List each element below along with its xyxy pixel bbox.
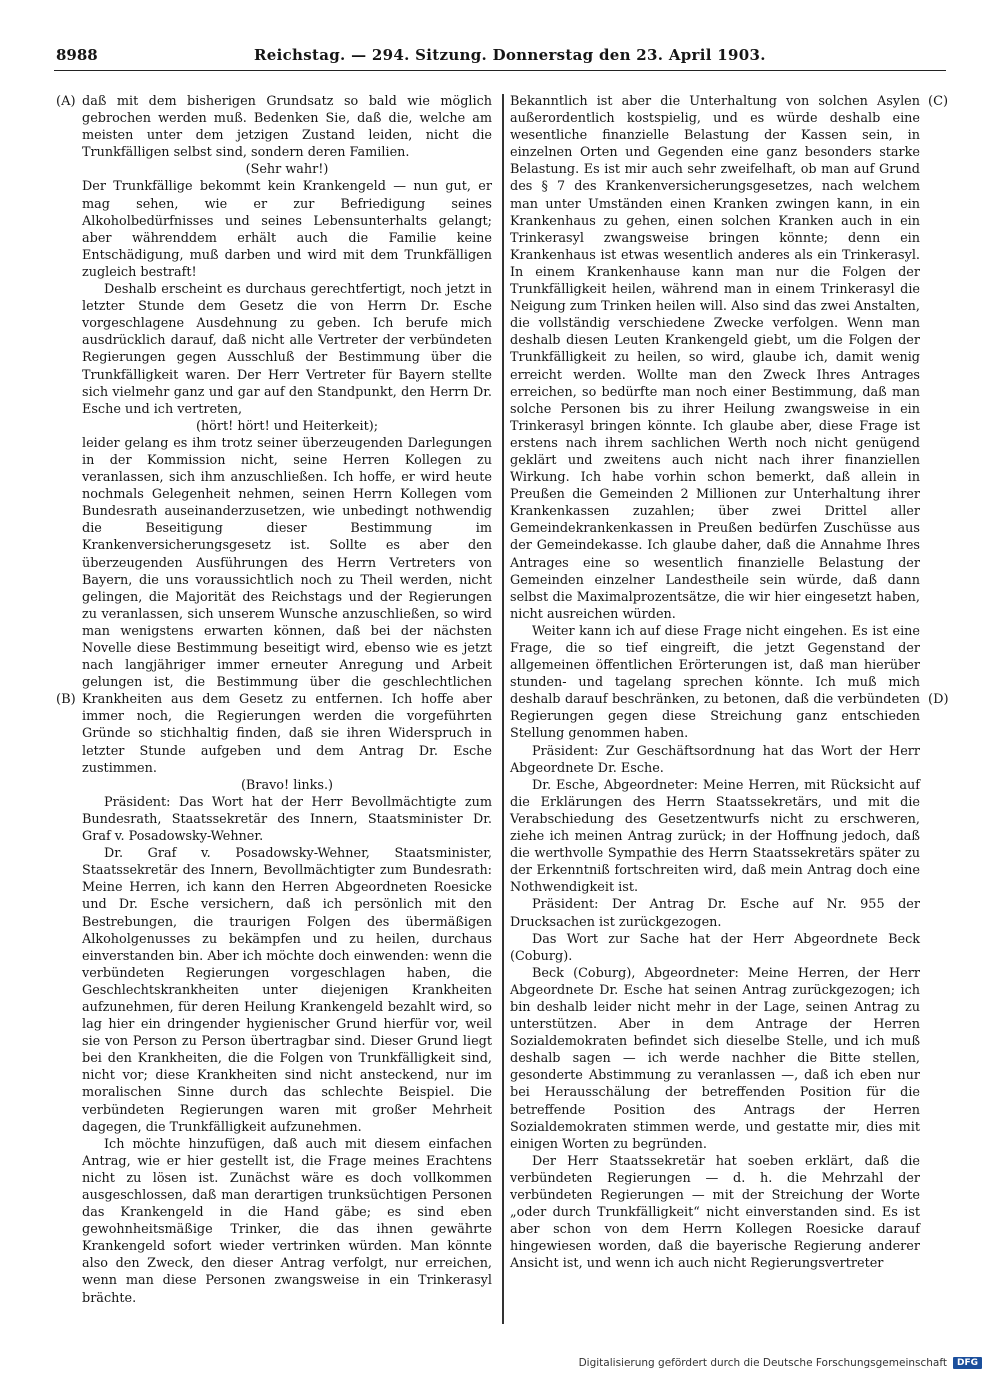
paragraph: daß mit dem bisherigen Grundsatz so bald wie möglich gebrochen werden muß. Bedenken Sie, daß die, welche am meisten unter dem jetzigen Zustand leiden, nicht die Trunkfälligen selbst sind, sondern deren Familien. [82, 94, 492, 161]
interjection: (Bravo! links.) [240, 777, 334, 793]
page-number: 8988 [56, 46, 98, 64]
paragraph: Ich möchte hinzufügen, daß auch mit diesem einfachen Antrag, wie er hier gestellt ist, die Frage meines Erachtens nicht zu lösen ist. Zunächst wäre es doch vollkommen ausgeschlossen, daß man derartigen trunksüchtigen Personen das Krankengeld in die Hand gäbe; es sind eben gewohnheitsmäßige Trinker, die das ihnen gewährte Krankengeld sofort wieder vertrinken würden. Man könnte also den Zweck, den dieser Antrag verfolgt, nur erreichen, wenn man diese Personen zwangsweise in ein Trinkerasyl brächte. [82, 1136, 492, 1306]
interjection: (Sehr wahr!) [245, 162, 329, 178]
margin-mark-d: (D) [928, 692, 949, 707]
paragraph: Bekanntlich ist aber die Unterhaltung von solchen Asylen außerordentlich kostspielig, und es würde deshalb eine wesentliche finanzielle Belastung der Kassen sein, in einzelnen Orten und Gegenden eine ganz besonders starke Belastung. Es ist mir auch sehr zweifelhaft, ob man auf Grund des § 7 des Krankenversicherungsgesetzes, nach welchem man unter Umständen einen Kranken zwingen kann, in ein Krankenhaus zu gehen, einen solchen Kranken auch in ein Trinkerasyl zwangsweise bringen könnte; denn ein Krankenhaus ist etwas wesentlich anderes als ein Trinkerasyl. In einem Krankenhause kann man nur die Folgen der Trunkfälligkeit heilen, während man in einem Trinkerasyl die Neigung zum Trinken heilen will. Also sind das zwei Anstalten, die vollständig verschiedene Zwecke verfolgen. Wenn man deshalb diesen Leuten Krankengeld giebt, um die Folgen der Trunkfälligkeit zu heilen, so wird, glaube ich, damit wenig erreicht werden. Wollte man den Zweck Ihres Antrages erreichen, so bedürfte man noch einer Bestimmung, daß man solche Personen bis zu ihrer Heilung zwangsweise in ein Trinkerasyl bringen könnte. Ich glaube aber, diese Frage ist erstens nach ihrem sachlichen Werth noch nicht genügend geklärt und zweitens auch nicht nach ihrer finanziellen Wirkung. Ich habe vorhin schon bemerkt, daß allein in Preußen die Gemeinden 2 Millionen zur Unterhaltung ihrer Krankenkassen zuzahlen; über zwei Drittel aller Gemeindekrankenkassen in Preußen bedürfen Zuschüsse aus der Gemeindekasse. Ich glaube daher, daß die Annahme Ihres Antrages eine so wesentlich finanzielle Belastung der Gemeinden einzelner Landestheile sein würde, daß dann selbst die Maximalprozentsätze, die wir hier eingesetzt haben, nicht ausreichen würden. [510, 94, 920, 622]
credit-text: Digitalisierung gefördert durch die Deutsche Forschungsgemeinschaft [578, 1357, 947, 1369]
dfg-logo-icon: DFG [953, 1357, 982, 1369]
paragraph: Deshalb erscheint es durchaus gerechtfertigt, noch jetzt in letzter Stunde dem Gesetz die von Herrn Dr. Esche vorgeschlagene Ausdehnung zu geben. Ich berufe mich ausdrücklich darauf, daß nicht alle Vertreter der verbündeten Regierungen gegen Ausschluß der Bestimmung über die Trunkfälligkeit waren. Der Herr Vertreter für Bayern stellte sich vielmehr ganz und gar auf den Standpunkt, den Herrn Dr. Esche und ich vertreten, [82, 282, 492, 417]
speaker-paragraph: Präsident: Das Wort hat der Herr Bevollmächtigte zum Bundesrath, Staatssekretär des Innern, Staatsminister Dr. Graf v. Posadowsky-Wehner. [82, 794, 492, 845]
left-column [82, 93, 492, 1307]
speaker-paragraph: Dr. Esche, Abgeordneter: Meine Herren, mit Rücksicht auf die Erklärungen des Herrn Staatssekretärs, und mit die Verabschiedung des Gesetzentwurfs nicht zu erschweren, ziehe ich meinen Antrag zurück; in der Hoffnung jedoch, daß die werthvolle Sympathie des Herrn Staatssekretärs später zu der Erkenntniß fortschreiten wird, daß mein Antrag doch eine Nothwendigkeit ist. [510, 777, 920, 896]
margin-mark-c: (C) [928, 94, 949, 109]
column-divider [502, 94, 504, 1324]
margin-mark-b: (B) [56, 692, 76, 707]
running-title: Reichstag. — 294. Sitzung. Donnerstag den 23. April 1903. [254, 46, 766, 64]
paragraph: leider gelang es ihm trotz seiner überzeugenden Darlegungen in der Kommission nicht, seine Herren Kollegen zu veranlassen, sich ihm anzuschließen. Ich hoffe, er wird heute nochmals Gelegenheit nehmen, seinen Herrn Kollegen vom Bundesrath auseinanderzusetzen, wie unbedingt nothwendig die Beseitigung dieser Bestimmung im Krankenversicherungsgesetz ist. Sollte es aber den überzeugenden Ausführungen des Herrn Vertreters von Bayern, die uns voraussichtlich noch zu Theil werden, nicht gelingen, die Majorität des Reichstags und der Regierungen zu veranlassen, sich unserem Wunsche anzuschließen, so wird man wenigstens erwarten können, daß bei der nächsten Novelle diese Bestimmung beseitigt wird, ebenso wie es jetzt nach langjähriger immer erneuter Anregung und Arbeit gelungen ist, die Bestimmung über die geschlechtlichen Krankheiten aus dem Gesetz zu entfernen. Ich hoffe aber immer noch, die Regierungen werden die vorgeführten Gründe so stichhaltig finden, daß sie ihren Widerspruch in letzter Stunde aufgeben und dem Antrag Dr. Esche zustimmen. [82, 435, 492, 776]
speaker-paragraph: Beck (Coburg), Abgeordneter: Meine Herren, der Herr Abgeordnete Dr. Esche hat seinen Antrag zurückgezogen; ich bin deshalb leider nicht mehr in der Lage, seinen Antrag zu unterstützen. Aber in dem Antrage der Herren Sozialdemokraten befindet sich dieselbe Stelle, und ich muß deshalb sagen — ich werde nachher die Bitte stellen, gesonderte Abstimmung zu veranlassen —, daß ich eben nur bei Herausschälung der betreffenden Position für die betreffende Position des Antrags der Herren Sozialdemokraten stimmen werde, und gestatte mir, dies mit einigen Worten zu begründen. [510, 965, 920, 1152]
speaker-paragraph: Präsident: Der Antrag Dr. Esche auf Nr. 955 der Drucksachen ist zurückgezogen. [510, 897, 920, 930]
paragraph: Das Wort zur Sache hat der Herr Abgeordnete Beck (Coburg). [510, 931, 920, 964]
right-column [510, 93, 920, 1272]
interjection: (hört! hört! und Heiterkeit); [195, 418, 379, 434]
paragraph: Der Herr Staatssekretär hat soeben erklärt, daß die verbündeten Regierungen — d. h. die Mehrzahl der verbündeten Regierungen — mit der Streichung der Worte „oder durch Trunkfälligkeit“ nicht einverstanden sind. Es ist aber schon von dem Herrn Kollegen Roesicke darauf hingewiesen worden, daß die bayerische Regierung anderer Ansicht ist, und wenn ich auch nicht Regierungsvertreter [510, 1153, 920, 1272]
speaker-paragraph: Dr. Graf v. Posadowsky-Wehner, Staatsminister, Staatssekretär des Innern, Bevollmächtigter zum Bundesrath: Meine Herren, ich kann den Herren Abgeordneten Roesicke und Dr. Esche versichern, daß ich persönlich mit den Bestrebungen, die traurigen Folgen des übermäßigen Alkoholgenusses zu bekämpfen und zu heilen, durchaus einverstanden bin. Aber ich möchte doch einwenden: wenn die verbündeten Regierungen vorgeschlagen haben, die Geschlechtskrankheiten unter diejenigen Krankheiten aufzunehmen, für deren Heilung Krankengeld bezahlt wird, so lag hier ein dringender hygienischer Grund hierfür vor, weil sie von Person zu Person übertragbar sind. Dieser Grund liegt bei den Krankheiten, die die Folgen von Trunkfälligkeit sind, nicht vor; diese Krankheiten sind nicht ansteckend, nur im moralischen Sinne durch das schlechte Beispiel. Die verbündeten Regierungen waren mit großer Mehrheit dagegen, die Trunkfälligkeit aufzunehmen. [82, 846, 492, 1135]
paragraph: Der Trunkfällige bekommt kein Krankengeld — nun gut, er mag sehen, wie er zur Befriedigung seines Alkoholbedürfnisses und seines Lebensunterhalts gelangt; aber währenddem erhält auch die Familie keine Entschädigung, muß darben und wird mit dem Trunkfälligen zugleich bestraft! [82, 179, 492, 280]
speaker-paragraph: Präsident: Zur Geschäftsordnung hat das Wort der Herr Abgeordnete Dr. Esche. [510, 743, 920, 776]
paragraph: Weiter kann ich auf diese Frage nicht eingehen. Es ist eine Frage, die so tief eingreift, die jetzt Gegenstand der allgemeinen öffentlichen Erörterungen ist, daß man hierüber stunden- und tagelang sprechen könnte. Ich muß mich deshalb darauf beschränken, zu betonen, daß die verbündeten Regierungen gegen diese Streichung ganz entschieden Stellung genommen haben. [510, 623, 920, 742]
running-header [54, 46, 946, 71]
margin-mark-a: (A) [56, 94, 76, 109]
digitization-credit [579, 1357, 982, 1369]
